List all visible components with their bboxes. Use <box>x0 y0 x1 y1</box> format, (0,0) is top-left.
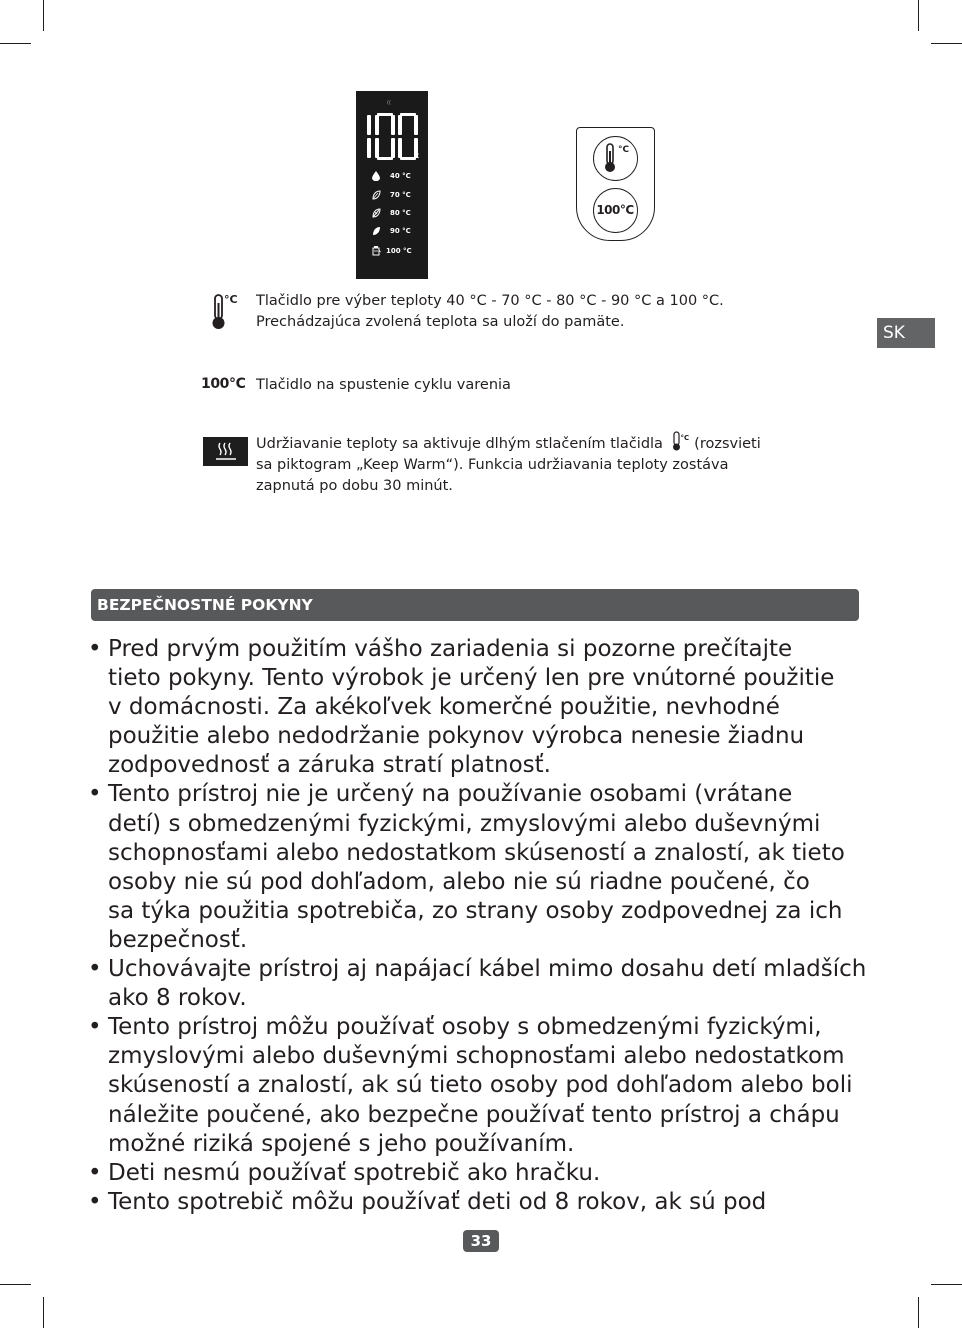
keep-warm-text: (rozsvieti <box>694 436 761 452</box>
control-panel-illustration <box>576 127 655 241</box>
list-item <box>88 955 868 1013</box>
display-temp-row-100 <box>370 244 424 258</box>
bullet-marker: • <box>88 1188 102 1215</box>
keep-warm-icon <box>203 437 248 466</box>
boil-legend-label: 100°C <box>201 376 246 392</box>
page-number: 33 <box>463 1230 499 1252</box>
crop-mark <box>43 0 44 31</box>
display-degree-glyph: c <box>415 151 420 160</box>
safety-instructions-list <box>88 635 868 1217</box>
list-item-line: Tento spotrebič môžu používať deti od 8 rokov, ak sú pod <box>108 1188 767 1215</box>
display-temp-label: 40 °C <box>390 172 411 180</box>
keep-warm-description <box>256 433 761 497</box>
display-temp-row-40 <box>370 169 424 183</box>
list-item-line: možné riziká spojené s jeho používaním. <box>108 1130 575 1157</box>
list-item-line: ako 8 rokov. <box>108 985 247 1012</box>
inline-thermometer-label: °C <box>680 434 690 442</box>
thermometer-legend-label: °C <box>224 293 238 306</box>
display-temp-row-90 <box>370 224 424 238</box>
list-item-line: zodpovednosť a záruka stratí platnosť. <box>108 752 551 779</box>
coffee-press-icon <box>370 246 382 256</box>
temperature-description-line: Prechádzajúca zvolená teplota sa uloží do pamäte. <box>256 314 625 330</box>
bullet-marker: • <box>88 781 102 808</box>
temperature-button-label: °C <box>618 145 630 155</box>
list-item <box>88 1013 868 1158</box>
list-item <box>88 635 868 780</box>
leaf-outline-icon <box>370 190 382 200</box>
display-temp-row-70 <box>370 188 424 202</box>
list-item <box>88 1188 868 1217</box>
crop-mark <box>918 0 919 31</box>
crop-mark <box>0 43 31 44</box>
list-item <box>88 1159 868 1188</box>
list-item-line: bezpečnosť. <box>108 926 248 953</box>
boil-button-description: Tlačidlo na spustenie cyklu varenia <box>256 377 511 393</box>
list-item-line: Uchovávajte prístroj aj napájací kábel mimo dosahu detí mladších <box>108 956 867 983</box>
keep-warm-description-line <box>256 433 761 455</box>
temperature-select-button[interactable] <box>580 130 650 186</box>
list-item-line: Tento prístroj môžu používať osoby s obmedzenými fyzickými, <box>108 1014 822 1041</box>
inline-thermometer-icon <box>668 433 690 451</box>
bullet-marker: • <box>88 1014 102 1041</box>
temperature-button-description <box>256 291 724 333</box>
crop-mark <box>0 1284 31 1285</box>
keep-warm-text: Udržiavanie teploty sa aktivuje dlhým stlačením tlačidla <box>256 436 663 452</box>
bullet-marker: • <box>88 956 102 983</box>
boil-button-label: 100°C <box>596 203 634 217</box>
list-item-line: detí) s obmedzenými fyzickými, zmyslovými alebo duševnými <box>108 810 821 837</box>
leaf-filled-icon <box>370 226 382 236</box>
crop-mark <box>43 1297 44 1328</box>
list-item-line: v domácnosti. Za akékoľvek komerčné použitie, nevhodné <box>108 694 780 721</box>
list-item-line: Deti nesmú používať spotrebič ako hračku. <box>108 1159 601 1186</box>
bullet-marker: • <box>88 636 102 662</box>
list-item-line: osoby nie sú pod dohľadom, alebo nie sú riadne poučené, čo <box>108 868 810 895</box>
bullet-marker: • <box>88 1159 102 1186</box>
temperature-button-circle <box>593 136 638 181</box>
crop-mark <box>918 1297 919 1328</box>
list-item-line: Tento prístroj nie je určený na používanie osobami (vrátane <box>108 781 793 808</box>
display-digits <box>364 113 420 163</box>
section-title: BEZPEČNOSTNÉ POKYNY <box>91 589 859 621</box>
list-item-line: sa týka použitia spotrebiča, zo strany osoby zodpovednej za ich <box>108 897 843 924</box>
drop-icon <box>370 171 382 181</box>
boil-start-button[interactable] <box>580 182 650 238</box>
thermometer-legend-icon <box>209 293 241 331</box>
display-temp-label: 70 °C <box>390 191 411 199</box>
language-tab: SK <box>877 318 935 348</box>
list-item-line: zmyslovými alebo duševnými schopnosťami alebo nedostatkom <box>108 1043 845 1070</box>
lcd-display-illustration <box>356 91 428 279</box>
list-item-line: skúseností a znalostí, ak sú tieto osoby pod dohľadom alebo boli <box>108 1072 853 1099</box>
crop-mark <box>931 43 962 44</box>
keep-warm-description-line: sa piktogram „Keep Warm“). Funkcia udržiavania teploty zostáva <box>256 457 729 473</box>
list-item-line: náležite poučené, ako bezpečne používať tento prístroj a chápu <box>108 1101 840 1128</box>
list-item-line: Pred prvým použitím vášho zariadenia si pozorne prečítajte <box>108 636 793 662</box>
crop-mark <box>931 1284 962 1285</box>
list-item <box>88 780 868 955</box>
leaf-striped-icon <box>370 208 382 218</box>
display-temp-label: 100 °C <box>386 247 412 255</box>
display-temp-label: 90 °C <box>390 227 411 235</box>
keep-warm-description-line: zapnutá po dobu 30 minút. <box>256 478 453 494</box>
list-item-line: tieto pokyny. Tento výrobok je určený len pre vnútorné použitie <box>108 665 835 692</box>
boil-button-circle <box>593 188 638 233</box>
display-temp-label: 80 °C <box>390 209 411 217</box>
display-temp-row-80 <box>370 206 424 220</box>
temperature-description-line: Tlačidlo pre výber teploty 40 °C - 70 °C - 80 °C - 90 °C a 100 °C. <box>256 293 724 309</box>
display-status-label: (( <box>387 100 391 106</box>
list-item-line: schopnosťami alebo nedostatkom skúseností a znalostí, ak tieto <box>108 839 845 866</box>
list-item-line: použitie alebo nedodržanie pokynov výrobca nenesie žiadnu <box>108 723 805 750</box>
